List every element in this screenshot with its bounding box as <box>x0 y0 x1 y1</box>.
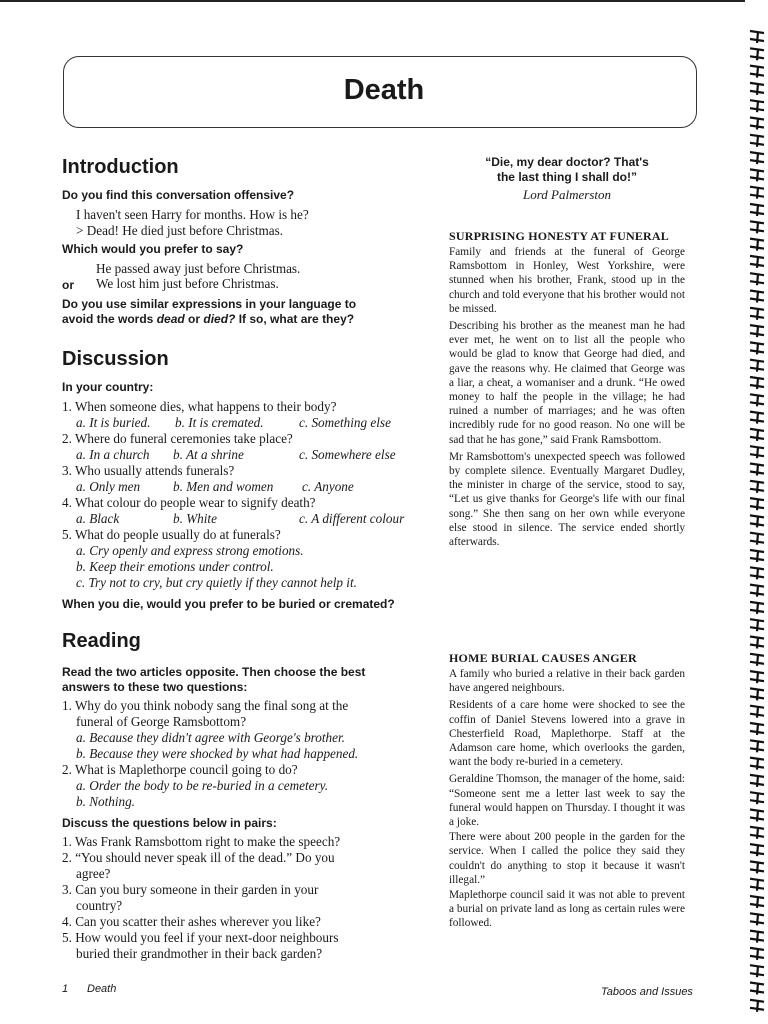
spiral-coil <box>750 360 764 372</box>
spiral-coil <box>750 567 764 579</box>
spiral-coil <box>750 169 764 181</box>
answer-option: c. Try not to cry, but cry quietly if they cannot help it. <box>76 575 357 590</box>
spiral-coil <box>750 377 764 389</box>
answer-option: a. Cry openly and express strong emotions. <box>76 543 304 558</box>
footer-unit-title: Death <box>87 983 117 995</box>
spiral-coil <box>750 187 764 199</box>
reading-question-cont: funeral of George Ramsbottom? <box>76 714 247 729</box>
option-line: He passed away just before Christmas. <box>96 261 301 276</box>
spiral-coil <box>750 152 764 164</box>
answer-b: b. At a shrine <box>173 447 244 462</box>
pair-question: 4. Can you scatter their ashes wherever you like? <box>62 914 321 929</box>
spiral-coil <box>750 792 764 804</box>
spiral-coil <box>750 464 764 476</box>
spiral-coil <box>750 429 764 441</box>
spiral-coil <box>750 342 764 354</box>
answer-b: b. Men and women <box>173 479 274 494</box>
spiral-coil <box>750 810 764 822</box>
spiral-coil <box>750 256 764 268</box>
article-paragraph: There were about 200 people in the garden for the service. When I called the police they said they couldn't do anything to stop it because it wasn't illegal.” <box>449 831 685 886</box>
answer-a: a. It is buried. <box>76 415 151 430</box>
article-1-headline: SURPRISING HONESTY AT FUNERAL <box>449 229 669 243</box>
spiral-coil <box>750 308 764 320</box>
spiral-coil <box>750 325 764 337</box>
pair-question-cont: agree? <box>76 866 111 881</box>
spiral-coil <box>750 273 764 285</box>
answer-b: b. White <box>173 511 217 526</box>
answer-row <box>76 479 354 494</box>
page-title: Death <box>343 74 425 106</box>
answer-row <box>76 415 391 430</box>
spiral-coil <box>750 291 764 303</box>
spiral-coil <box>750 446 764 458</box>
pairs-heading: Discuss the questions below in pairs: <box>62 816 277 830</box>
reading-heading: Reading <box>62 630 141 652</box>
answer-row <box>76 511 404 526</box>
quote-line: “Die, my dear doctor? That's <box>485 155 649 169</box>
option-line: We lost him just before Christmas. <box>96 276 279 291</box>
intro-question-3-cont: avoid the words dead or died? If so, what are they? <box>62 312 355 326</box>
spiral-coil <box>750 637 764 649</box>
reading-question: 2. What is Maplethorpe council going to do? <box>62 762 298 777</box>
discussion-heading: Discussion <box>62 348 169 370</box>
spiral-coil <box>750 948 764 960</box>
article-paragraph: Mr Ramsbottom's unexpected speech was followed by complete silence. Eventually Margaret Dudley, the minister in charge of the service, stood to say, “Let us give thanks for George's life with our final song.” She then sang on her own while everyone else stood in silence. The service ended shortly afterwards. <box>449 450 685 549</box>
spiral-coil <box>750 602 764 614</box>
answer-option: a. Because they didn't agree with George's brother. <box>76 730 345 745</box>
page-number: 1 <box>62 983 69 995</box>
answer-a: a. Only men <box>76 479 141 494</box>
pair-question: 1. Was Frank Ramsbottom right to make the speech? <box>62 834 341 849</box>
spiral-coil <box>750 844 764 856</box>
spiral-coil <box>750 585 764 597</box>
answer-a: a. Black <box>76 511 120 526</box>
answer-c: c. A different colour <box>299 511 405 526</box>
spiral-coil <box>750 239 764 251</box>
answer-c: c. Something else <box>299 415 391 430</box>
spiral-coil <box>750 913 764 925</box>
spiral-binding <box>748 25 768 1015</box>
reading-instruction: answers to these two questions: <box>62 680 248 694</box>
discussion-subheading: In your country: <box>62 380 154 394</box>
article-paragraph: Family and friends at the funeral of George Ramsbottom in Honley, West Yorkshire, were stunned when his brother, Frank, stood up in the church and told everyone that his brother would not be missed. <box>449 246 685 315</box>
pair-question: 2. “You should never speak ill of the dead.” Do you <box>62 850 335 865</box>
answer-a: a. In a church <box>76 447 150 462</box>
spiral-coil <box>750 775 764 787</box>
spiral-coil <box>750 758 764 770</box>
answer-c: c. Anyone <box>302 479 354 494</box>
spiral-coil <box>750 498 764 510</box>
pair-question-cont: country? <box>76 898 123 913</box>
reading-instruction: Read the two articles opposite. Then choose the best <box>62 665 366 679</box>
spiral-coil <box>750 83 764 95</box>
discussion-question: 3. Who usually attends funerals? <box>62 463 235 478</box>
answer-option: b. Because they were shocked by what had happened. <box>76 746 359 761</box>
spiral-coil <box>750 931 764 943</box>
discussion-question: 4. What colour do people wear to signify death? <box>62 495 316 510</box>
spiral-coil <box>750 135 764 147</box>
pair-question-cont: buried their grandmother in their back garden? <box>76 946 323 961</box>
spiral-coil <box>750 671 764 683</box>
article-paragraph: Geraldine Thomson, the manager of the home, said: “Someone sent me a letter last week to say the funeral would happen on Thursday. I thought it was a joke. <box>449 773 685 829</box>
answer-option: a. Order the body to be re-buried in a cemetery. <box>76 778 329 793</box>
spiral-coil <box>750 740 764 752</box>
spiral-coil <box>750 619 764 631</box>
pair-question: 5. How would you feel if your next-door neighbours <box>62 930 339 945</box>
or-label: or <box>62 278 74 292</box>
spiral-coil <box>750 706 764 718</box>
spiral-coil <box>750 688 764 700</box>
spiral-coil <box>750 204 764 216</box>
answer-row <box>76 447 396 462</box>
spiral-coil <box>750 550 764 562</box>
spiral-coil <box>750 118 764 130</box>
answer-b: b. It is cremated. <box>175 415 264 430</box>
spiral-coil <box>750 412 764 424</box>
conversation-line: > Dead! He died just before Christmas. <box>76 223 284 238</box>
article-2-headline: HOME BURIAL CAUSES ANGER <box>449 651 637 665</box>
spiral-coil <box>750 827 764 839</box>
article-paragraph: Residents of a care home were shocked to see the coffin of Daniel Stevens lowered into a grave in Chesterfield Road, Maplethorpe. Staff at the Adamson care home, which overlooks the garden, want the body re-buried in a cemetery. <box>449 699 685 769</box>
article-paragraph: A family who buried a relative in their back garden have angered neighbours. <box>449 668 685 695</box>
pair-question: 3. Can you bury someone in their garden in your <box>62 882 319 897</box>
discussion-final-question: When you die, would you prefer to be buried or cremated? <box>62 597 395 611</box>
spiral-coil <box>750 861 764 873</box>
spiral-coil <box>750 654 764 666</box>
answer-c: c. Somewhere else <box>299 447 396 462</box>
intro-question-3: Do you use similar expressions in your language to <box>62 297 357 311</box>
spiral-coil <box>750 965 764 977</box>
reading-question: 1. Why do you think nobody sang the final song at the <box>62 698 349 713</box>
quote-author: Lord Palmerston <box>523 187 611 202</box>
article-2 <box>449 651 685 931</box>
answer-option: b. Nothing. <box>76 794 135 809</box>
spiral-coil <box>750 1000 764 1012</box>
spiral-coil <box>750 983 764 995</box>
discussion-question: 2. Where do funeral ceremonies take place? <box>62 431 293 446</box>
intro-question-2: Which would you prefer to say? <box>62 242 244 256</box>
spiral-coil <box>750 394 764 406</box>
spiral-coil <box>750 896 764 908</box>
article-paragraph: Describing his brother as the meanest man he had ever met, he went on to list all the people who would be glad to know that George had died, and gave the reasons why. He claimed that George was a liar, a cheat, a womaniser and a drunk. “He owed money to half the people in the village; he had ruined a number of marriages; and he was often incredibly rude for no good reason. No one will be sad that he has gone,” said Frank Ramsbottom. <box>449 320 685 446</box>
spiral-coil <box>750 66 764 78</box>
spiral-coil <box>750 481 764 493</box>
article-paragraph: Maplethorpe council said it was not able to prevent a burial on private land as long as certain rules were followed. <box>449 889 685 930</box>
quote-line: the last thing I shall do!” <box>496 170 637 184</box>
article-1 <box>449 229 685 549</box>
introduction-heading: Introduction <box>62 156 179 178</box>
footer-book-title: Taboos and Issues <box>601 986 693 998</box>
spiral-coil <box>750 515 764 527</box>
spiral-coil <box>750 100 764 112</box>
conversation-line: I haven't seen Harry for months. How is he? <box>76 207 309 222</box>
spiral-coil <box>750 48 764 60</box>
intro-question-1: Do you find this conversation offensive? <box>62 188 295 202</box>
discussion-question: 5. What do people usually do at funerals? <box>62 527 281 542</box>
spiral-coil <box>750 533 764 545</box>
spiral-coil <box>750 879 764 891</box>
top-rule <box>0 0 745 2</box>
discussion-question: 1. When someone dies, what happens to their body? <box>62 399 337 414</box>
spiral-coil <box>750 221 764 233</box>
spiral-coil <box>750 31 764 43</box>
spiral-coil <box>750 723 764 735</box>
answer-option: b. Keep their emotions under control. <box>76 559 274 574</box>
